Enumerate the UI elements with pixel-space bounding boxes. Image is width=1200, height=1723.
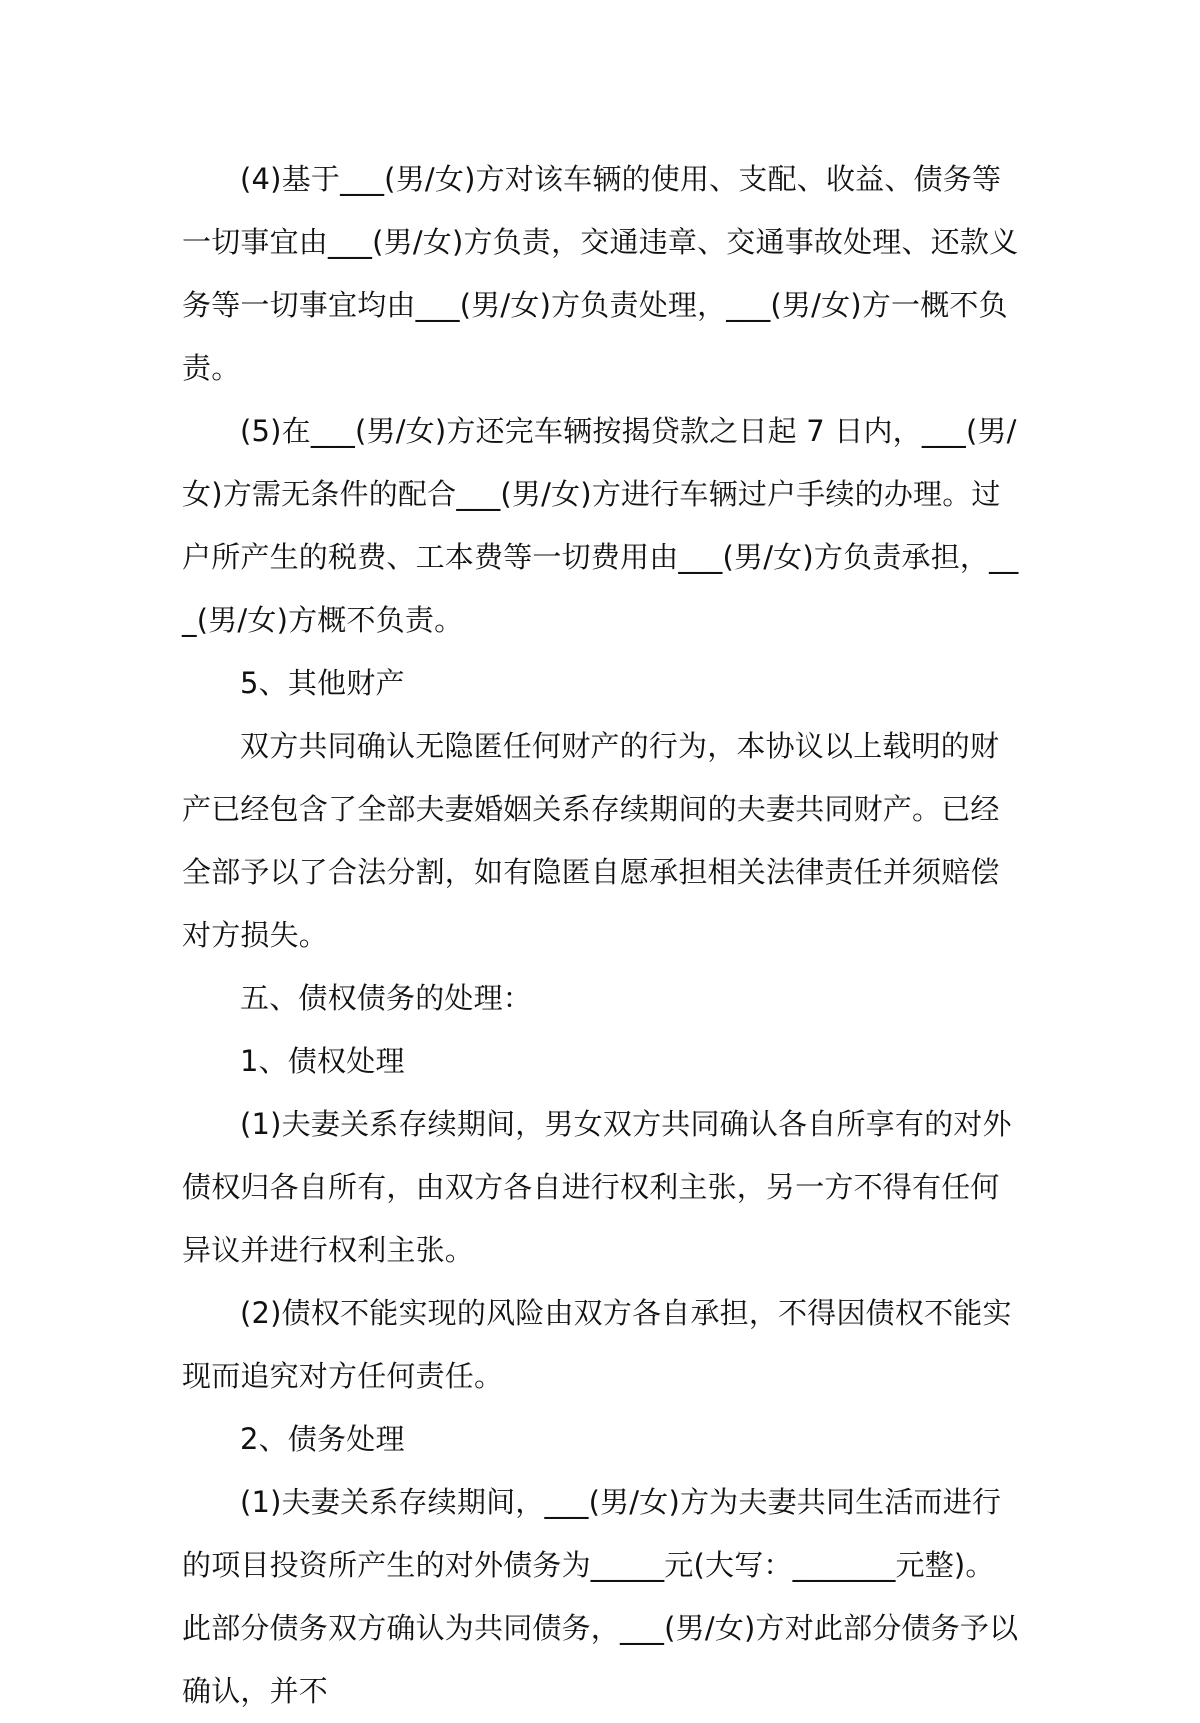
document-body (182, 148, 1022, 1723)
heading-debts-handling: 2、债务处理 (240, 1422, 405, 1456)
heading-debt-handling: 五、债权债务的处理： (240, 981, 533, 1015)
paragraph-vehicle-clause-5: (5)在___(男/女)方还完车辆按揭贷款之日起 7 日内，___(男/女)方需无条件的配合___(男/女)方进行车辆过户手续的办理。过户所产生的税费、工本费等一切费用由___(男/女)方负责承担，___(男/女)方概不负责。 (182, 414, 1019, 637)
heading-other-property: 5、其他财产 (240, 666, 405, 700)
paragraph-other-property: 双方共同确认无隐匿任何财产的行为，本协议以上载明的财产已经包含了全部夫妻婚姻关系存续期间的夫妻共同财产。已经全部予以了合法分割，如有隐匿自愿承担相关法律责任并须赔偿对方损失。 (182, 729, 1000, 952)
paragraph-claims-clause-2: (2)债权不能实现的风险由双方各自承担，不得因债权不能实现而追究对方任何责任。 (182, 1296, 1012, 1393)
paragraph-vehicle-clause-4: (4)基于___(男/女)方对该车辆的使用、支配、收益、债务等一切事宜由___(男/女)方负责，交通违章、交通事故处理、还款义务等一切事宜均由___(男/女)方负责处理，___(男/女)方一概不负责。 (182, 162, 1019, 385)
paragraph-debts-clause-1: (1)夫妻关系存续期间，___(男/女)方为夫妻共同生活而进行的项目投资所产生的对外债务为_____元(大写：_______元整)。此部分债务双方确认为共同债务，___(男/女)方对此部分债务予以确认，并不 (182, 1485, 1019, 1708)
heading-claims-handling: 1、债权处理 (240, 1044, 405, 1078)
paragraph-claims-clause-1: (1)夫妻关系存续期间，男女双方共同确认各自所享有的对外债权归各自所有，由双方各自进行权利主张，另一方不得有任何异议并进行权利主张。 (182, 1107, 1012, 1267)
